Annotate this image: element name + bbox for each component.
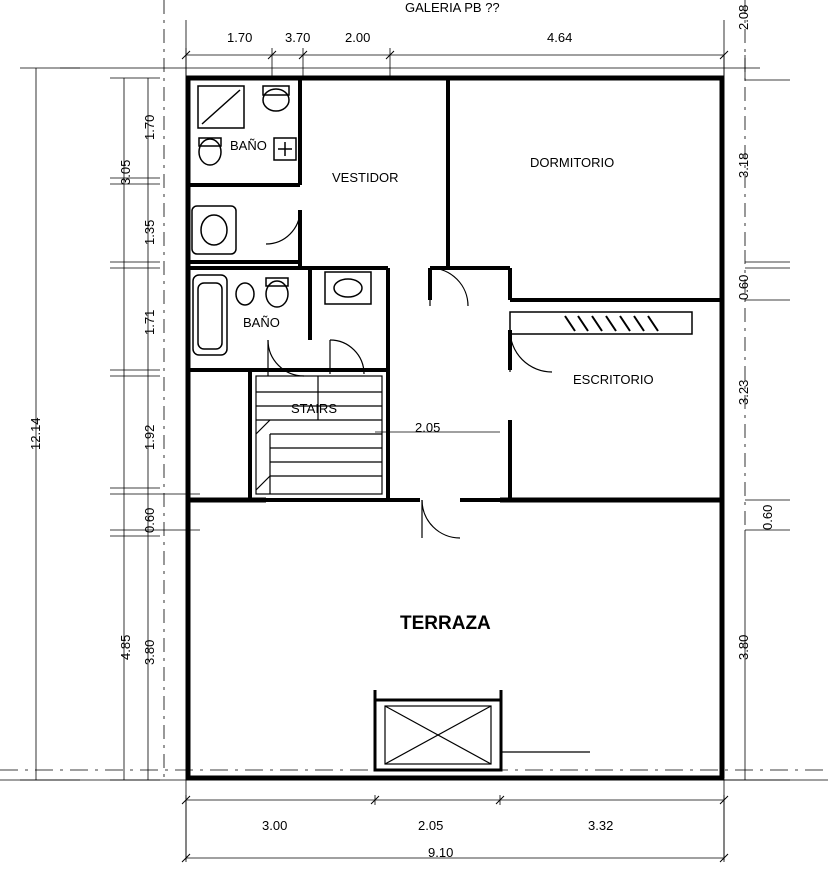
dimension-bottom-2: 2.05 — [418, 818, 444, 833]
room-label-escritorio: ESCRITORIO — [573, 372, 654, 387]
dimension-top-3: 2.00 — [345, 30, 371, 45]
dimension-left-total: 12.14 — [28, 417, 43, 450]
dimension-right-4: 3.23 — [736, 379, 751, 405]
dimension-bottom-total: 9.10 — [428, 845, 454, 860]
dimension-left-1: 1.70 — [142, 114, 157, 140]
dimension-inner-stairs: 2.05 — [415, 420, 441, 435]
room-label-dormitorio: DORMITORIO — [530, 155, 615, 170]
dimension-top-1: 1.70 — [227, 30, 253, 45]
dimension-bottom-1: 3.00 — [262, 818, 288, 833]
dimension-left-6: 0.60 — [142, 507, 157, 533]
room-label-stairs: STAIRS — [291, 401, 337, 416]
room-label-bano-upper: BAÑO — [230, 138, 267, 153]
dimension-top-2: 3.70 — [285, 30, 311, 45]
dimension-right-5: 0.60 — [760, 504, 775, 530]
plan-title: GALERIA PB ?? — [405, 0, 500, 15]
dimension-left-7: 4.85 — [118, 634, 133, 660]
dimension-right-1: 2.08 — [736, 4, 751, 30]
room-label-terraza: TERRAZA — [400, 613, 491, 634]
dimension-left-2: 3.05 — [118, 159, 133, 185]
room-label-vestidor: VESTIDOR — [332, 170, 399, 185]
dimension-bottom-3: 3.32 — [588, 818, 614, 833]
dimension-left-4: 1.71 — [142, 309, 157, 335]
dimension-left-8: 3.80 — [142, 639, 157, 665]
room-label-bano-lower: BAÑO — [243, 315, 280, 330]
dimension-top-4: 4.64 — [547, 30, 573, 45]
dimension-right-2: 3.18 — [736, 152, 751, 178]
dimension-left-3: 1.35 — [142, 219, 157, 245]
dimension-left-5: 1.92 — [142, 424, 157, 450]
dimension-right-3: 0.60 — [736, 274, 751, 300]
dimension-right-6: 3.80 — [736, 634, 751, 660]
